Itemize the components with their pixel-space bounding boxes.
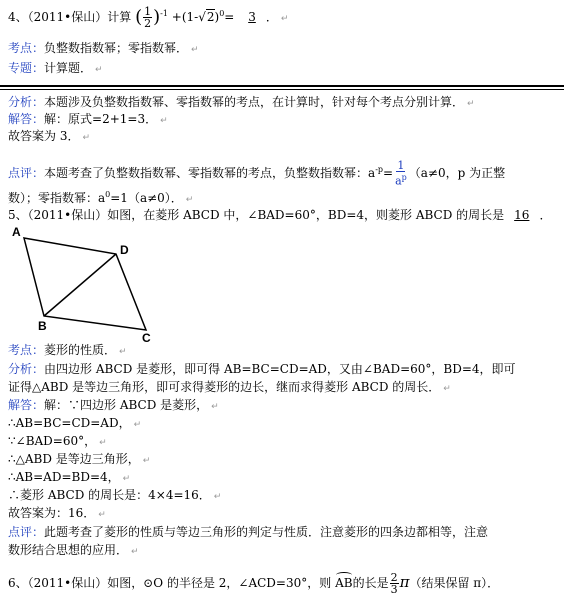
q5-step: ∴△ABD 是等边三角形， ↵ [8,452,151,466]
return-mark-icon: ↵ [98,510,106,520]
q5-kaodian: 考点：菱形的性质． ↵ [8,343,127,357]
divider-bottom [0,89,564,90]
vertex-b-label: B [38,319,47,333]
jieda-label: 解答： [8,112,45,126]
q5-step: ∴AB=BC=CD=AD， ↵ [8,416,142,430]
q6-fraction: $\frac{2}{3}$ [390,571,398,596]
q5-step: ∴AB=AD=BD=4， ↵ [8,470,131,484]
q5-step: 故答案为：16． ↵ [8,506,106,520]
q4-fraction: $\frac{1}{2}$ [144,5,152,30]
return-mark-icon: ↵ [122,474,131,484]
return-mark-icon: ↵ [191,45,199,55]
return-mark-icon: ↵ [280,14,289,24]
q4-zhuanti: 专题：计算题． ↵ [8,61,103,75]
q5-fenxi: 分析：由四边形 ABCD 是菱形，即可得 AB=BC=CD=AD，又由∠BAD=60°，BD=4，即可 [8,362,516,376]
q6-stem: 6、（2011•保山）如图，⊙O 的半径是 2，∠ACD=30°，则 AB的长是 $\frac{2}{3}$ π（结果保留 π）． [8,571,500,596]
vertex-a-label: A [12,226,21,239]
rhombus-figure [8,226,168,344]
q4-dianping-line2: 数）；零指数幂：$a^0=1(a\ne 0)$． ↵ [8,190,194,205]
arc-ab: AB [335,576,353,590]
q5-step: ∴菱形 ABCD 的周长是：4×4=16． ↵ [8,488,222,502]
q5-jieda: 解答：解：∵四边形 ABCD 是菱形， ↵ [8,398,219,412]
fenxi-label: 分析： [8,95,45,109]
return-mark-icon: ↵ [213,492,222,502]
dianping-fraction: $\frac{1}{a^p}$ [395,159,407,188]
vertex-c-label: C [142,331,151,344]
return-mark-icon: ↵ [467,99,475,109]
return-mark-icon: ↵ [443,384,451,394]
diagonal-bd [44,254,116,316]
q4-jieda: 解答：解：原式=2+1=3． ↵ [8,112,168,126]
dianping-label: 点评： [8,165,45,180]
divider-top [0,85,564,87]
q5-dianping-line2: 数形结合思想的应用． ↵ [8,543,139,557]
q5-dianping: 点评：此题考查了菱形的性质与等边三角形的判定与性质．注意菱形的四条边都相等，注意 [8,525,489,539]
q5-stem: 5、（2011•保山）如图，在菱形 ABCD 中，∠BAD=60°，BD=4，则菱形 ABCD 的周长是 16 ． [8,208,552,222]
return-mark-icon: ↵ [119,347,127,357]
fenxi-label: 分析： [8,362,45,376]
return-mark-icon: ↵ [133,420,142,430]
return-mark-icon: ↵ [82,133,90,143]
return-mark-icon: ↵ [160,116,168,126]
return-mark-icon: ↵ [211,402,219,412]
return-mark-icon: ↵ [142,456,151,466]
return-mark-icon: ↵ [185,195,194,205]
q4-stem: 4、（2011•保山）计算 ( $\frac{1}{2}$ )$^{-1} +(1-√2)^0= 3$ ． ↵ [8,5,289,30]
vertex-d-label: D [120,243,129,257]
q4-dianping: 点评：本题考查了负整数指数幂、零指数幂的考点，负整数指数幂：$a^{-p}=$ $\frac{1}{a^p}$ （a≠0，p 为正整 [8,159,506,188]
q5-answer: 16 [514,208,530,222]
q4-kaodian: 考点：负整数指数幂；零指数幂． ↵ [8,41,199,55]
q4-guda: 故答案为 3． ↵ [8,129,90,143]
return-mark-icon: ↵ [99,438,107,448]
dianping-label: 点评： [8,525,45,539]
kaodian-label: 考点： [8,41,45,55]
q5-step: ∵∠BAD=60°， ↵ [8,434,107,448]
return-mark-icon: ↵ [95,65,103,75]
jieda-label: 解答： [8,398,45,412]
return-mark-icon: ↵ [131,547,139,557]
q4-prefix: 4、（2011•保山）计算 [8,10,132,24]
kaodian-label: 考点： [8,343,45,357]
zhuanti-label: 专题： [8,61,45,75]
q4-fenxi: 分析：本题涉及负整数指数幂、零指数幂的考点，在计算时，针对每个考点分别计算． ↵ [8,95,475,109]
q4-answer: 3 [248,10,256,24]
q5-fenxi-line2: 证得△ABD 是等边三角形，即可求得菱形的边长，继而求得菱形 ABCD 的周长． ↵ [8,380,451,394]
